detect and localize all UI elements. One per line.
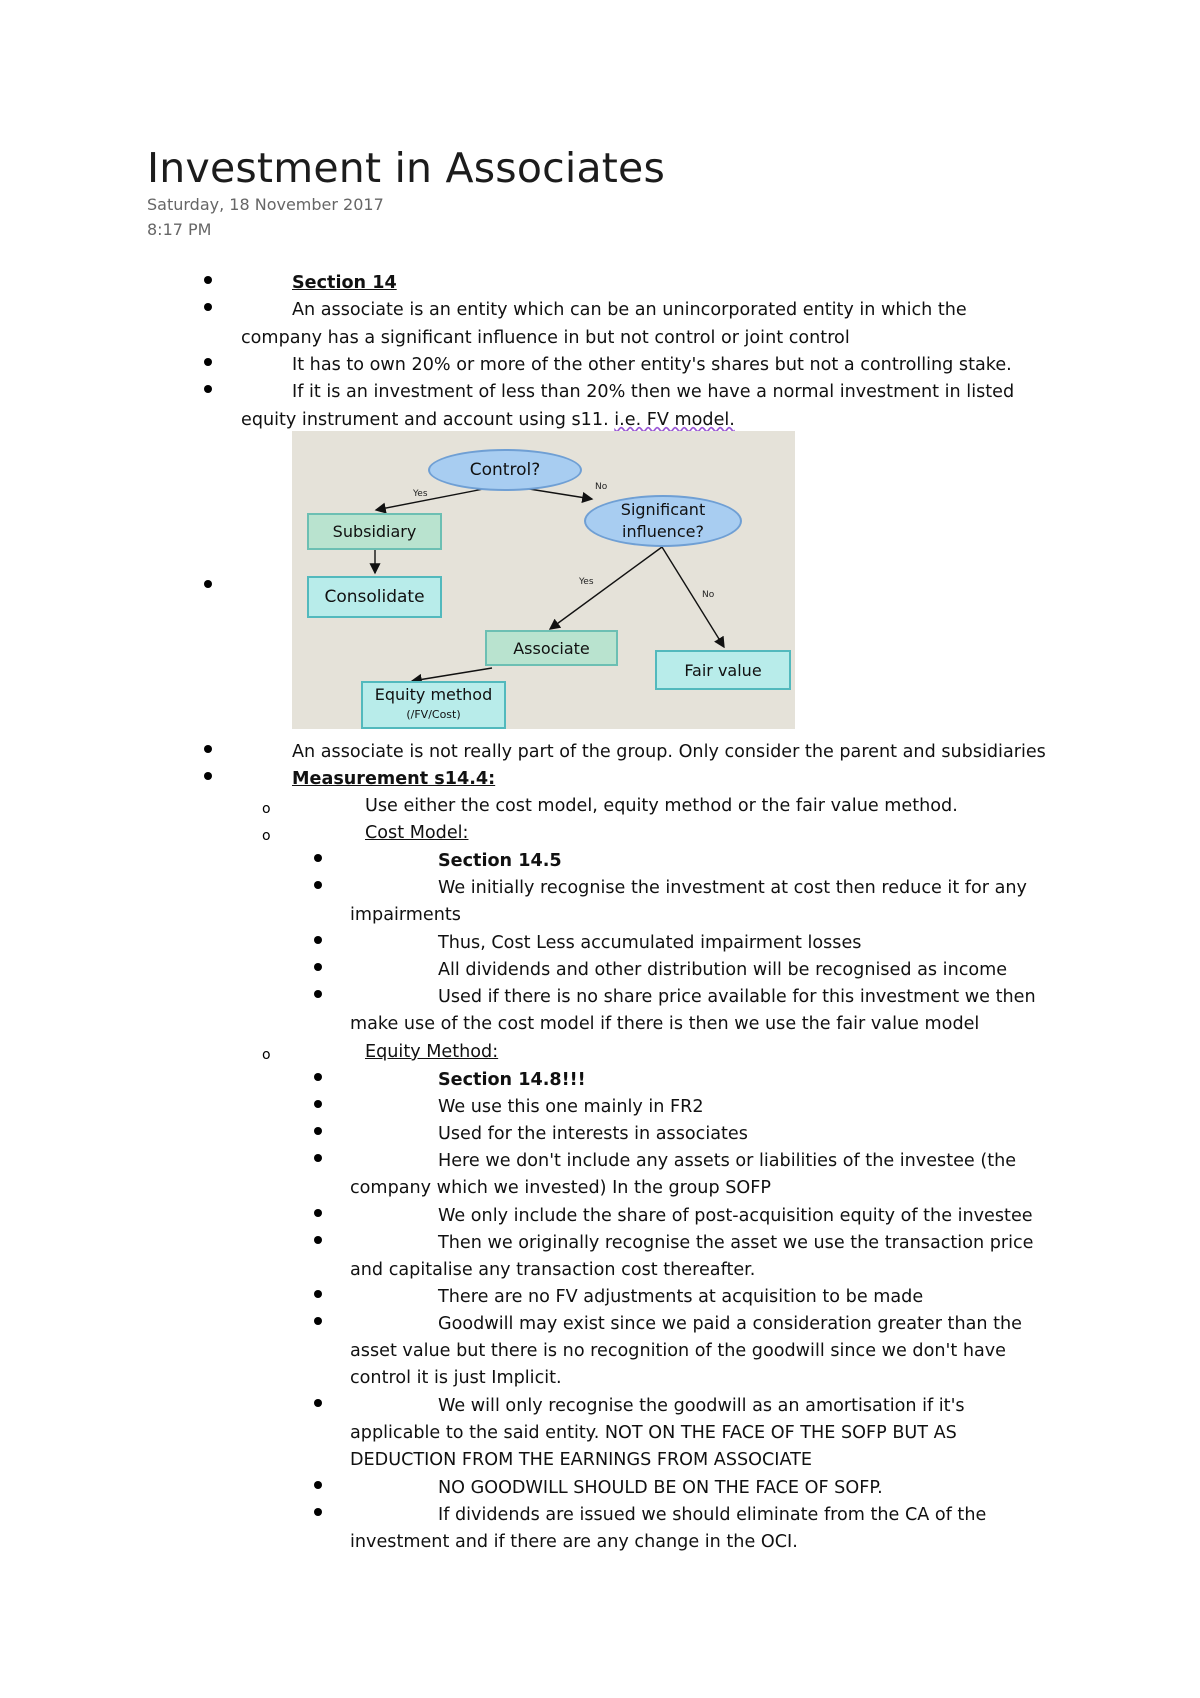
list-item: Thus, Cost Less accumulated impairment losses	[438, 933, 862, 953]
bullet	[314, 1236, 322, 1244]
page-title: Investment in Associates	[147, 144, 666, 192]
spellcheck-underlined-text: i.e. FV model.	[614, 410, 735, 430]
node-significant-line1: Significant	[620, 500, 706, 519]
section-14-5: Section 14.5	[438, 851, 562, 871]
list-item: An associate is not really part of the group. Only consider the parent and subsidiaries	[292, 742, 1046, 762]
list-item: Here we don't include any assets or liabilities of the investee (the	[438, 1151, 1017, 1171]
bullet	[314, 1399, 322, 1407]
list-item: If dividends are issued we should eliminate from the CA of the	[438, 1505, 987, 1525]
measurement-heading: Measurement s14.4:	[292, 769, 496, 789]
list-item-continuation	[241, 407, 735, 434]
bullet	[204, 276, 212, 284]
list-item-continuation: make use of the cost model if there is then we use the fair value model	[350, 1014, 980, 1034]
list-item: We will only recognise the goodwill as an amortisation if it's	[438, 1396, 965, 1416]
list-item: All dividends and other distribution will be recognised as income	[438, 960, 1008, 980]
decision-flowchart	[292, 431, 795, 729]
equity-method-heading: Equity Method:	[365, 1042, 499, 1062]
page-date: Saturday, 18 November 2017	[147, 195, 384, 214]
node-equity-title: Equity method	[374, 685, 493, 704]
edge-label-yes: Yes	[413, 489, 428, 499]
page-time: 8:17 PM	[147, 220, 212, 239]
bullet	[204, 303, 212, 311]
bullet	[314, 1508, 322, 1516]
edge-significant-associate	[550, 547, 662, 629]
node-associate: Associate	[485, 630, 618, 666]
section-14-heading: Section 14	[292, 273, 397, 293]
list-item-continuation: applicable to the said entity. NOT ON THE FACE OF THE SOFP BUT AS	[350, 1423, 957, 1443]
list-item-continuation: impairments	[350, 905, 461, 925]
list-item-continuation: investment and if there are any change in the OCI.	[350, 1532, 798, 1552]
list-item: If it is an investment of less than 20% then we have a normal investment in listed	[292, 382, 1015, 402]
bullet	[314, 1100, 322, 1108]
node-consolidate: Consolidate	[307, 576, 442, 618]
list-item-continuation: company has a significant influence in but not control or joint control	[241, 328, 850, 348]
edge-label-yes: Yes	[579, 577, 594, 587]
node-control: Control?	[428, 449, 582, 491]
bullet	[204, 772, 212, 780]
list-item-continuation: DEDUCTION FROM THE EARNINGS FROM ASSOCIATE	[350, 1450, 813, 1470]
list-item-text: equity instrument and account using s11.	[241, 410, 615, 430]
bullet	[204, 358, 212, 366]
edge-associate-equity	[412, 668, 492, 681]
bullet	[204, 745, 212, 753]
section-14-8: Section 14.8!!!	[438, 1070, 586, 1090]
list-item: Goodwill may exist since we paid a consideration greater than the	[438, 1314, 1023, 1334]
list-item: We use this one mainly in FR2	[438, 1097, 704, 1117]
bullet	[314, 1073, 322, 1081]
circle-bullet: o	[262, 828, 271, 844]
node-fair-value: Fair value	[655, 650, 791, 690]
node-equity-sub: (/FV/Cost)	[406, 708, 461, 721]
list-item: Then we originally recognise the asset we use the transaction price	[438, 1233, 1034, 1253]
node-subsidiary: Subsidiary	[307, 513, 442, 550]
list-item: Used if there is no share price available for this investment we then	[438, 987, 1036, 1007]
bullet	[314, 936, 322, 944]
edge-label-no: No	[702, 590, 715, 600]
list-item: NO GOODWILL SHOULD BE ON THE FACE OF SOFP.	[438, 1478, 883, 1498]
bullet	[204, 385, 212, 393]
list-item: There are no FV adjustments at acquisition to be made	[438, 1287, 924, 1307]
list-item: We only include the share of post-acquisition equity of the investee	[438, 1206, 1033, 1226]
edge-significant-fairvalue	[662, 547, 724, 647]
list-item: Use either the cost model, equity method or the fair value method.	[365, 796, 958, 816]
bullet	[314, 990, 322, 998]
list-item: We initially recognise the investment at cost then reduce it for any	[438, 878, 1027, 898]
list-item-continuation: control it is just Implicit.	[350, 1368, 562, 1388]
edge-label-no: No	[595, 482, 608, 492]
bullet	[314, 963, 322, 971]
list-item: An associate is an entity which can be an unincorporated entity in which the	[292, 300, 967, 320]
bullet	[314, 1481, 322, 1489]
bullet	[204, 580, 212, 588]
list-item: Used for the interests in associates	[438, 1124, 748, 1144]
circle-bullet: o	[262, 1047, 271, 1063]
node-equity-method	[361, 681, 506, 729]
list-item: It has to own 20% or more of the other entity's shares but not a controlling stake.	[292, 355, 1012, 375]
circle-bullet: o	[262, 801, 271, 817]
list-item-continuation: and capitalise any transaction cost thereafter.	[350, 1260, 756, 1280]
cost-model-heading: Cost Model:	[365, 823, 469, 843]
bullet	[314, 1290, 322, 1298]
bullet	[314, 881, 322, 889]
node-significant-line2: influence?	[622, 522, 704, 541]
list-item-continuation: company which we invested) In the group SOFP	[350, 1178, 771, 1198]
bullet	[314, 1127, 322, 1135]
node-significant-influence	[584, 495, 742, 547]
bullet	[314, 1317, 322, 1325]
bullet	[314, 1209, 322, 1217]
bullet	[314, 854, 322, 862]
list-item-continuation: asset value but there is no recognition of the goodwill since we don't have	[350, 1341, 1006, 1361]
bullet	[314, 1154, 322, 1162]
